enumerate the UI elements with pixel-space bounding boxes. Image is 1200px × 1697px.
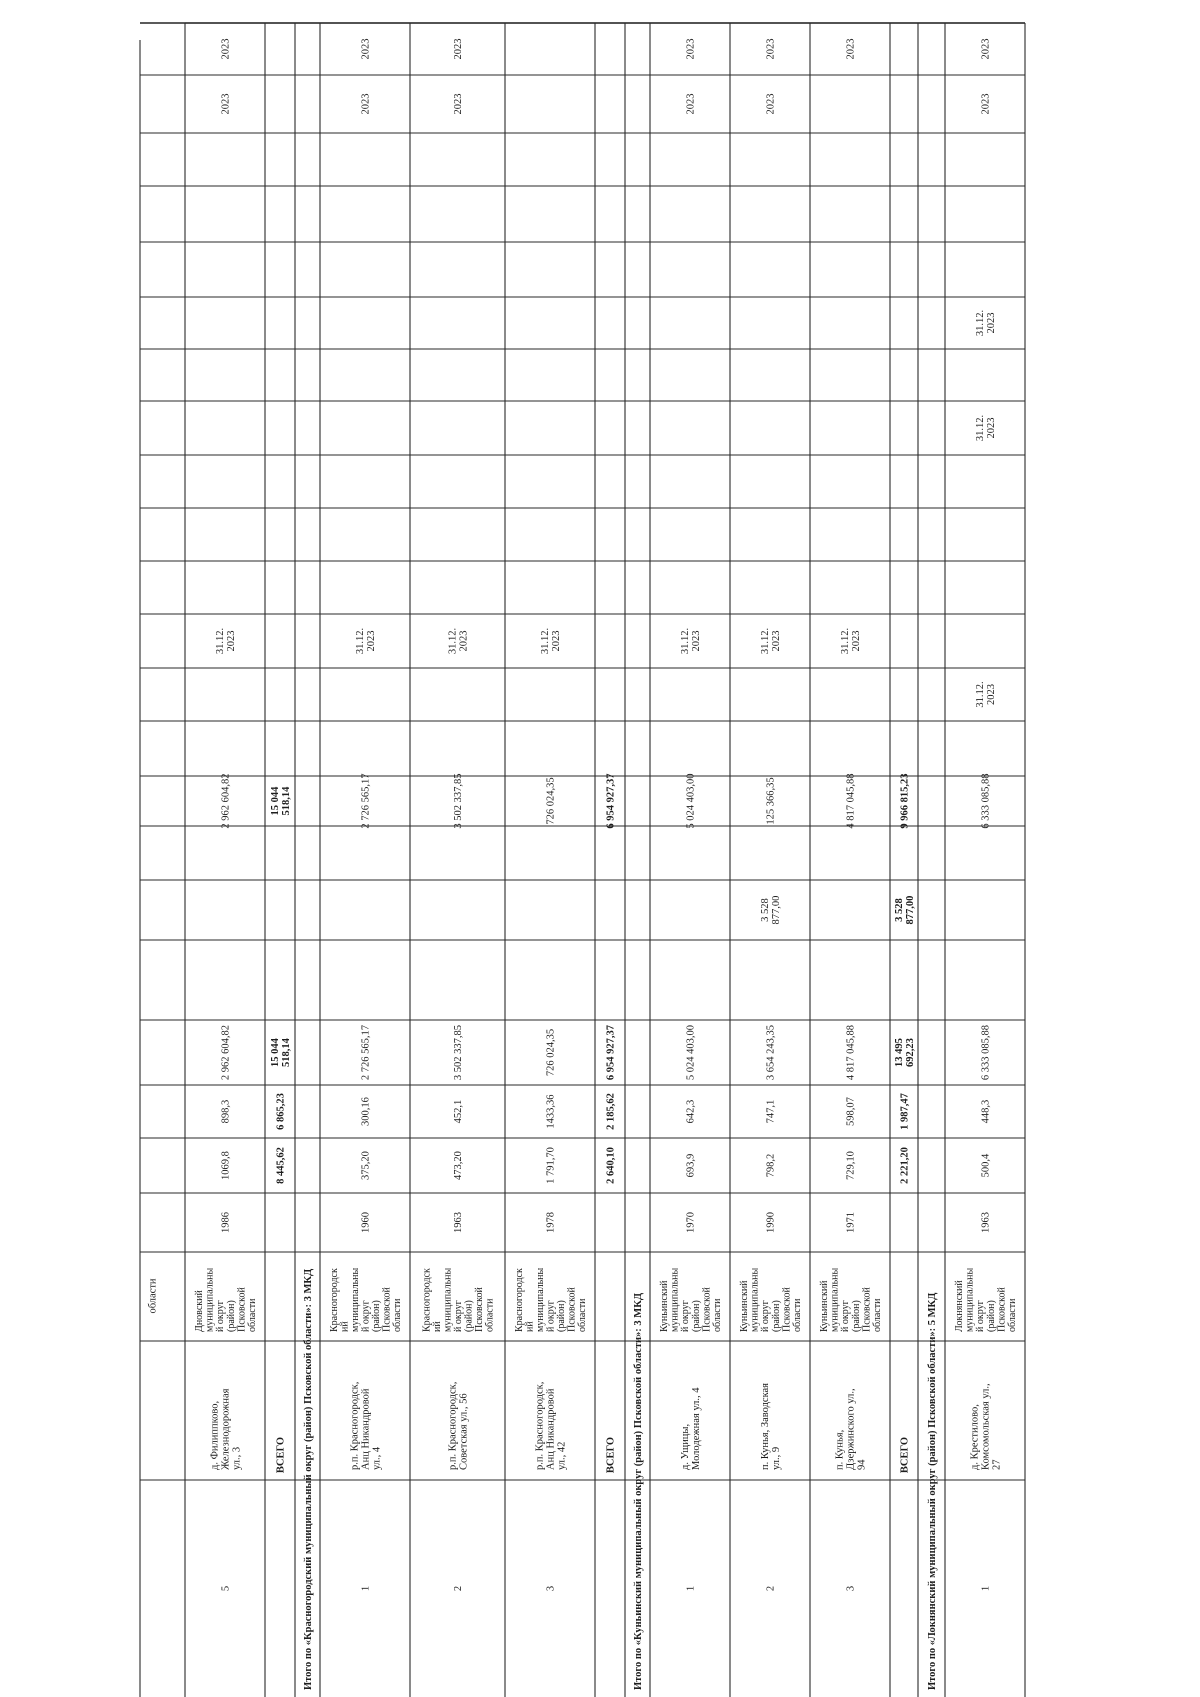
row-address: д. Ущицы,Молодежная ул., 4 bbox=[680, 1387, 703, 1470]
row-year-built: 1986 bbox=[220, 1212, 232, 1233]
row-number: 3 bbox=[545, 1585, 557, 1592]
row-year-b: 2023 bbox=[845, 38, 857, 60]
row-cost-total: 2 962 604,82 bbox=[220, 1024, 232, 1081]
row-area-total: 375,20 bbox=[360, 1151, 372, 1180]
row-cost-c: 2 962 604,82 bbox=[220, 773, 232, 829]
row-address: п. Кунья, Заводскаяул., 9 bbox=[760, 1382, 783, 1470]
row-area-total: 729,10 bbox=[845, 1151, 857, 1180]
row-date-1: 31.12.2023 bbox=[540, 627, 563, 655]
row-cost-c: 6 333 085,88 bbox=[980, 773, 992, 829]
row-district: Куньинскиймуниципальный округ(район)Псковскойобласти bbox=[659, 1267, 723, 1332]
row-address: д. Крестилово,Комсомольская ул.,27 bbox=[969, 1383, 1003, 1470]
row-cost-b: 3 528877,00 bbox=[760, 895, 783, 925]
row-area-living: 452,1 bbox=[453, 1099, 465, 1124]
row-date-2: 31.12.2023 bbox=[975, 681, 998, 708]
row-district: Дновскиймуниципальный округ(район)Псковскойобласти bbox=[194, 1267, 258, 1332]
row-district: Красногородскиймуниципальный округ(район)Псковскойобласти bbox=[329, 1267, 403, 1332]
row-area-total: 1 791,70 bbox=[545, 1147, 557, 1184]
table-cells bbox=[148, 39, 1018, 1691]
row-area-total: 798,2 bbox=[765, 1153, 777, 1178]
row-year-built: 1963 bbox=[453, 1212, 465, 1233]
row-area-living: 898,3 bbox=[220, 1099, 232, 1124]
table-grid bbox=[140, 23, 1025, 1697]
row-year-built: 1963 bbox=[980, 1212, 992, 1233]
row-number: 5 bbox=[220, 1585, 232, 1592]
row-address: р.п. Красногородск,Анц Никандровойул., 4 bbox=[349, 1381, 383, 1470]
row-year-a: 2023 bbox=[685, 93, 697, 115]
row-number: 2 bbox=[453, 1585, 465, 1592]
row-cost-total: 3 654 243,35 bbox=[765, 1024, 777, 1081]
section-title: Итого по «Локнянский муниципальный округ (район) Псковской области»: 5 МКД bbox=[927, 1292, 939, 1690]
row-cost-total: 4 817 045,88 bbox=[845, 1024, 857, 1081]
row-date-1: 31.12.2023 bbox=[355, 627, 378, 655]
total-cost-c: 9 966 815,23 bbox=[899, 773, 911, 829]
row-area-total: 1069,8 bbox=[220, 1151, 232, 1180]
row-year-built: 1960 bbox=[360, 1212, 372, 1233]
row-date-1: 31.12.2023 bbox=[447, 627, 470, 655]
row-year-a: 2023 bbox=[220, 93, 232, 115]
row-area-total: 473,20 bbox=[453, 1151, 465, 1180]
total-cost-b: 3 528877,00 bbox=[894, 895, 917, 925]
row-cost-total: 726 024,35 bbox=[545, 1028, 557, 1077]
row-year-a: 2023 bbox=[453, 93, 465, 115]
row-year-built: 1978 bbox=[545, 1212, 557, 1233]
row-year-a: 2023 bbox=[765, 93, 777, 115]
row-area-living: 598,07 bbox=[845, 1097, 857, 1126]
row-year-a: 2023 bbox=[360, 93, 372, 115]
row-date-1: 31.12.2023 bbox=[760, 627, 783, 655]
row-cost-c: 2 726 565,17 bbox=[360, 773, 372, 829]
row-year-b: 2023 bbox=[220, 38, 232, 60]
row-district: Красногородскиймуниципальный округ(район)Псковскойобласти bbox=[421, 1267, 496, 1332]
row-area-total: 500,4 bbox=[980, 1153, 992, 1178]
total-label: ВСЕГО bbox=[275, 1436, 287, 1474]
row-cost-c: 5 024 403,00 bbox=[685, 773, 697, 829]
total-cost-c: 6 954 927,37 bbox=[605, 773, 617, 829]
row-cost-total: 5 024 403,00 bbox=[685, 1024, 697, 1081]
section-title: Итого по «Куньинский муниципальный округ (район) Псковской области»: 3 МКД bbox=[633, 1292, 645, 1690]
row-year-b: 2023 bbox=[685, 38, 697, 60]
row-cost-total: 2 726 565,17 bbox=[360, 1024, 372, 1081]
total-area-living: 2 185,62 bbox=[605, 1093, 617, 1130]
row-year-a: 2023 bbox=[980, 93, 992, 115]
total-cost-c: 15 044518,14 bbox=[270, 786, 293, 816]
row-cost-c: 726 024,35 bbox=[545, 777, 557, 825]
row-address: р.п. Красногородск,Советская ул., 56 bbox=[447, 1381, 470, 1470]
row-area-living: 1433,36 bbox=[545, 1094, 557, 1129]
row-cost-total: 3 502 337,85 bbox=[453, 1024, 465, 1081]
row-year-built: 1970 bbox=[685, 1212, 697, 1233]
row-district: Локнянскиймуниципальный округ(район)Псковскойобласти bbox=[954, 1267, 1018, 1332]
total-area-total: 2 221,20 bbox=[899, 1147, 911, 1184]
row-year-b: 2023 bbox=[360, 38, 372, 60]
row-area-total: 693,9 bbox=[685, 1153, 697, 1178]
row-number: 1 bbox=[685, 1585, 697, 1592]
total-cost-total: 15 044518,14 bbox=[270, 1038, 293, 1067]
row-date-1: 31.12.2023 bbox=[840, 627, 863, 655]
total-area-living: 6 865,23 bbox=[275, 1093, 287, 1130]
row-cost-total: 6 333 085,88 bbox=[980, 1024, 992, 1081]
row-number: 3 bbox=[845, 1585, 857, 1592]
total-label: ВСЕГО bbox=[899, 1436, 911, 1474]
row-number: 1 bbox=[980, 1585, 992, 1592]
section-title: Итого по «Красногородский муниципальный округ (район) Псковской области»: 3 МКД bbox=[303, 1268, 315, 1690]
total-cost-total: 13 495692,23 bbox=[894, 1038, 917, 1067]
total-area-living: 1 987,47 bbox=[899, 1093, 911, 1130]
row-year-b: 2023 bbox=[453, 38, 465, 60]
row-district: Куньинскиймуниципальный округ(район)Псковскойобласти bbox=[739, 1267, 803, 1332]
row-address: р.п. Красногородск,Анц Никандровойул., 42 bbox=[534, 1381, 568, 1470]
row-area-living: 300,16 bbox=[360, 1097, 372, 1126]
row-year-built: 1971 bbox=[845, 1212, 857, 1233]
total-area-total: 8 445,62 bbox=[275, 1147, 287, 1184]
row-address: д. Филиппково,Железнодорожнаяул., 3 bbox=[209, 1388, 243, 1470]
total-label: ВСЕГО bbox=[605, 1436, 617, 1474]
row-date-1: 31.12.2023 bbox=[215, 627, 238, 655]
row-address: п. Кунья,Дзержинского ул.,94 bbox=[834, 1388, 868, 1470]
row-area-living: 642,3 bbox=[685, 1099, 697, 1124]
row-cost-c: 125 366,35 bbox=[765, 777, 777, 825]
row-year-b: 2023 bbox=[765, 38, 777, 60]
row-area-living: 448,3 bbox=[980, 1099, 992, 1124]
total-cost-total: 6 954 927,37 bbox=[605, 1024, 617, 1081]
row-number: 1 bbox=[360, 1585, 372, 1592]
row-cost-c: 3 502 337,85 bbox=[453, 773, 465, 829]
header-label: области bbox=[147, 1278, 159, 1314]
row-district: Красногородскиймуниципальный округ(район)Псковскойобласти bbox=[514, 1267, 588, 1332]
row-date-3: 31.12.2023 bbox=[975, 414, 998, 442]
row-year-built: 1990 bbox=[765, 1212, 777, 1233]
row-date-4: 31.12.2023 bbox=[975, 309, 998, 337]
row-cost-c: 4 817 045,88 bbox=[845, 773, 857, 829]
row-year-b: 2023 bbox=[980, 38, 992, 60]
total-area-total: 2 640,10 bbox=[605, 1147, 617, 1184]
row-district: Куньинскиймуниципальный округ(район)Псковскойобласти bbox=[819, 1267, 883, 1332]
row-date-1: 31.12.2023 bbox=[680, 627, 703, 655]
row-number: 2 bbox=[765, 1585, 777, 1592]
row-area-living: 747,1 bbox=[765, 1099, 777, 1124]
